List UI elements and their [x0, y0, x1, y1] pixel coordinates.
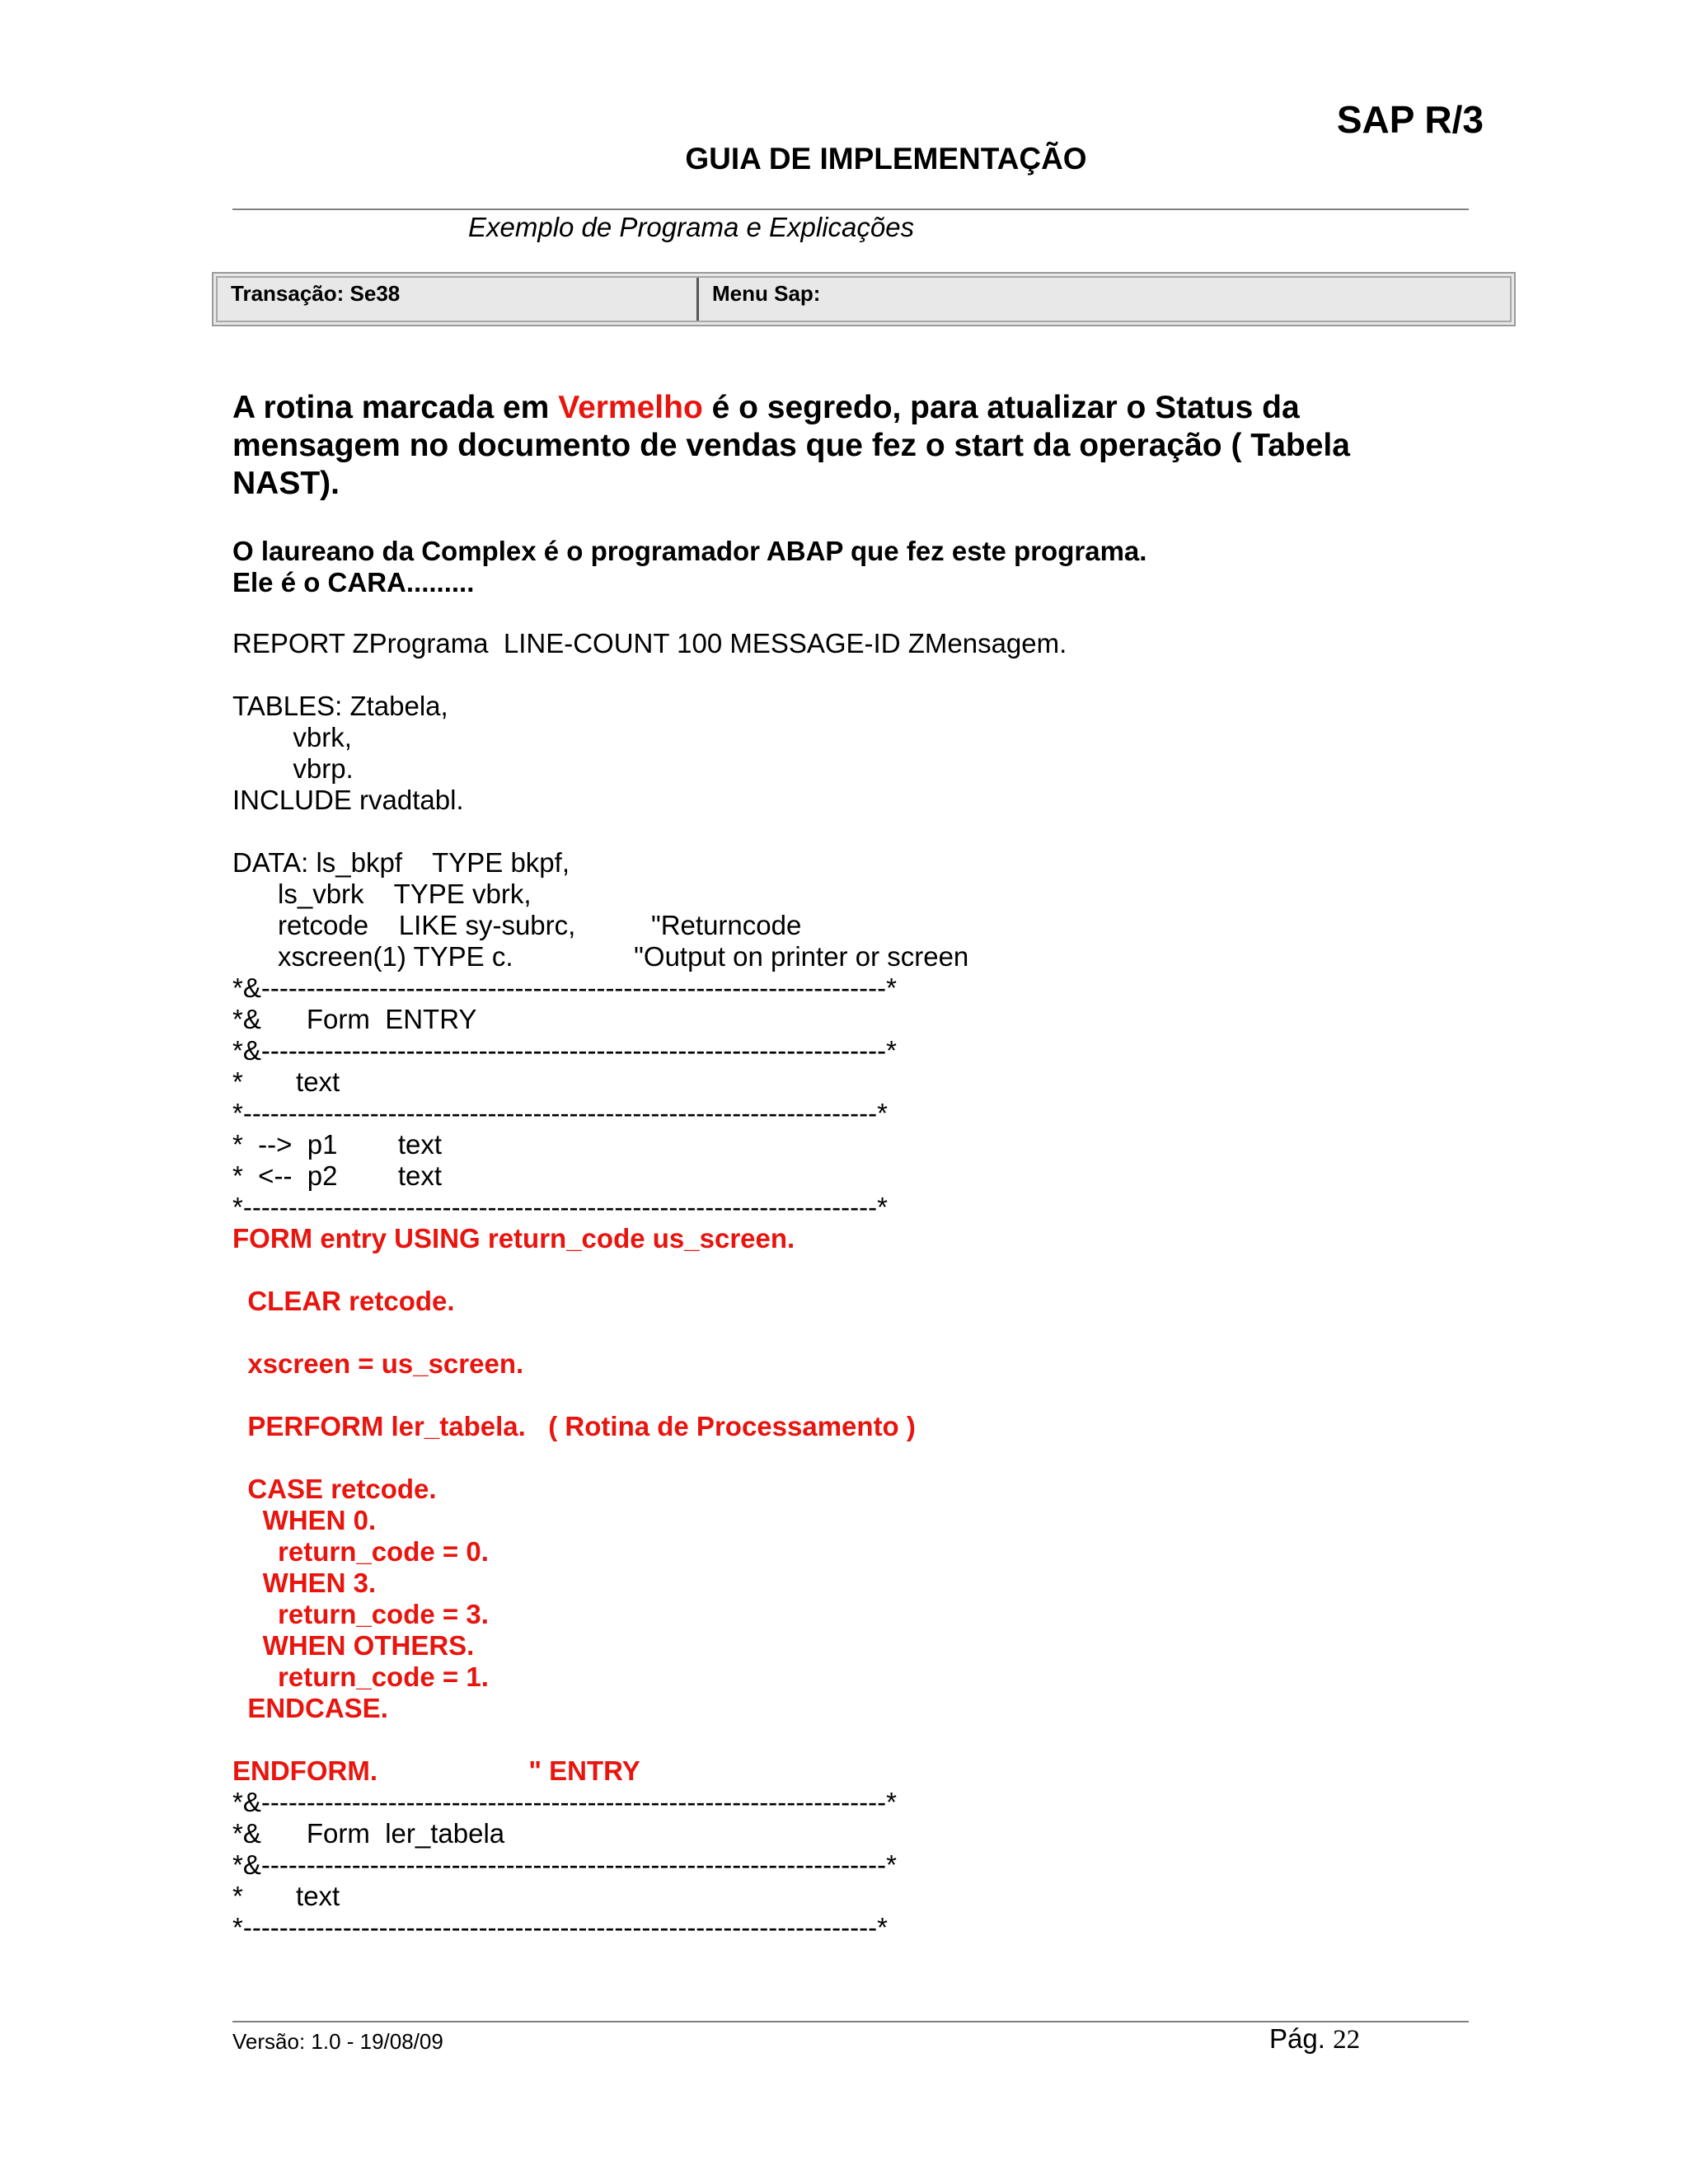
code-line: WHEN 0. [232, 1505, 377, 1535]
code-line: xscreen(1) TYPE c. "Output on printer or screen [232, 941, 969, 972]
code-line: *& Form ler_tabela [232, 1818, 505, 1849]
transaction-info-row [216, 276, 1512, 322]
code-line: ENDCASE. [232, 1693, 388, 1723]
credit-line-1: O laureano da Complex é o programador ABAP que fez este programa. [232, 536, 1147, 566]
code-line: return_code = 1. [232, 1661, 489, 1692]
code-line: *&---------------------------------------------------------------------* [232, 1787, 897, 1817]
intro-text-start: A rotina marcada em [232, 390, 559, 425]
code-line: *& Form ENTRY [232, 1004, 477, 1034]
code-line: *----------------------------------------------------------------------* [232, 1192, 888, 1222]
menu-sap-cell: Menu Sap: [712, 281, 821, 306]
footer-divider [232, 2021, 1469, 2022]
code-line: return_code = 3. [232, 1599, 489, 1629]
abap-code-listing [232, 628, 1469, 1943]
page-label: Pág. [1269, 2023, 1334, 2054]
code-line [232, 659, 1469, 691]
code-line: retcode LIKE sy-subrc, "Returncode [232, 910, 802, 940]
transaction-info-box [212, 272, 1516, 326]
intro-text-end: é o segredo, para atualizar o Status da mensagem no documento de vendas que fez o start da operação ( Tabela NAST). [232, 390, 1350, 501]
code-line [232, 1442, 1469, 1474]
code-line [232, 1724, 1469, 1755]
code-line: * text [232, 1066, 340, 1097]
code-line: CASE retcode. [232, 1474, 437, 1504]
code-line: DATA: ls_bkpf TYPE bkpf, [232, 847, 570, 878]
code-line: * --> p1 text [232, 1129, 443, 1160]
code-line [232, 816, 1469, 847]
code-line [232, 1254, 1469, 1286]
code-line: *----------------------------------------------------------------------* [232, 1098, 888, 1128]
code-line: *&---------------------------------------------------------------------* [232, 1035, 897, 1066]
code-line: TABLES: Ztabela, [232, 691, 448, 721]
code-line: FORM entry USING return_code us_screen. [232, 1223, 795, 1254]
intro-highlight-red: Vermelho [558, 390, 703, 425]
code-line: ls_vbrk TYPE vbrk, [232, 879, 532, 909]
page-number-value: 22 [1333, 2025, 1361, 2055]
code-line: CLEAR retcode. [232, 1286, 455, 1316]
intro-paragraph [232, 389, 1428, 503]
transaction-cell: Transação: Se38 [218, 278, 699, 321]
code-line: * text [232, 1881, 340, 1911]
code-line: PERFORM ler_tabela. ( Rotina de Processamento ) [232, 1411, 916, 1441]
code-line: xscreen = us_screen. [232, 1348, 524, 1379]
product-title: SAP R/3 [1336, 98, 1484, 141]
code-line [232, 1380, 1469, 1411]
version-label: Versão: 1.0 - 19/08/09 [232, 2029, 443, 2054]
code-line: *&---------------------------------------------------------------------* [232, 1849, 897, 1880]
page-number [1269, 2023, 1360, 2055]
code-line: WHEN 3. [232, 1568, 377, 1598]
code-line: vbrk, [232, 722, 352, 752]
code-line: REPORT ZPrograma LINE-COUNT 100 MESSAGE-ID ZMensagem. [232, 628, 1067, 658]
code-line: * <-- p2 text [232, 1160, 443, 1191]
guide-title: GUIA DE IMPLEMENTAÇÃO [685, 142, 1087, 176]
document-subtitle: Exemplo de Programa e Explicações [468, 212, 915, 242]
credit-note [232, 536, 1146, 598]
code-line: ENDFORM. " ENTRY [232, 1755, 640, 1786]
code-line: return_code = 0. [232, 1536, 489, 1567]
code-line: WHEN OTHERS. [232, 1630, 475, 1661]
code-line [232, 1317, 1469, 1348]
credit-line-2: Ele é o CARA......... [232, 567, 475, 598]
code-line: *----------------------------------------------------------------------* [232, 1912, 888, 1943]
header-divider [232, 209, 1469, 210]
code-line: *&---------------------------------------------------------------------* [232, 972, 897, 1003]
code-line: INCLUDE rvadtabl. [232, 785, 464, 815]
code-line: vbrp. [232, 753, 354, 784]
